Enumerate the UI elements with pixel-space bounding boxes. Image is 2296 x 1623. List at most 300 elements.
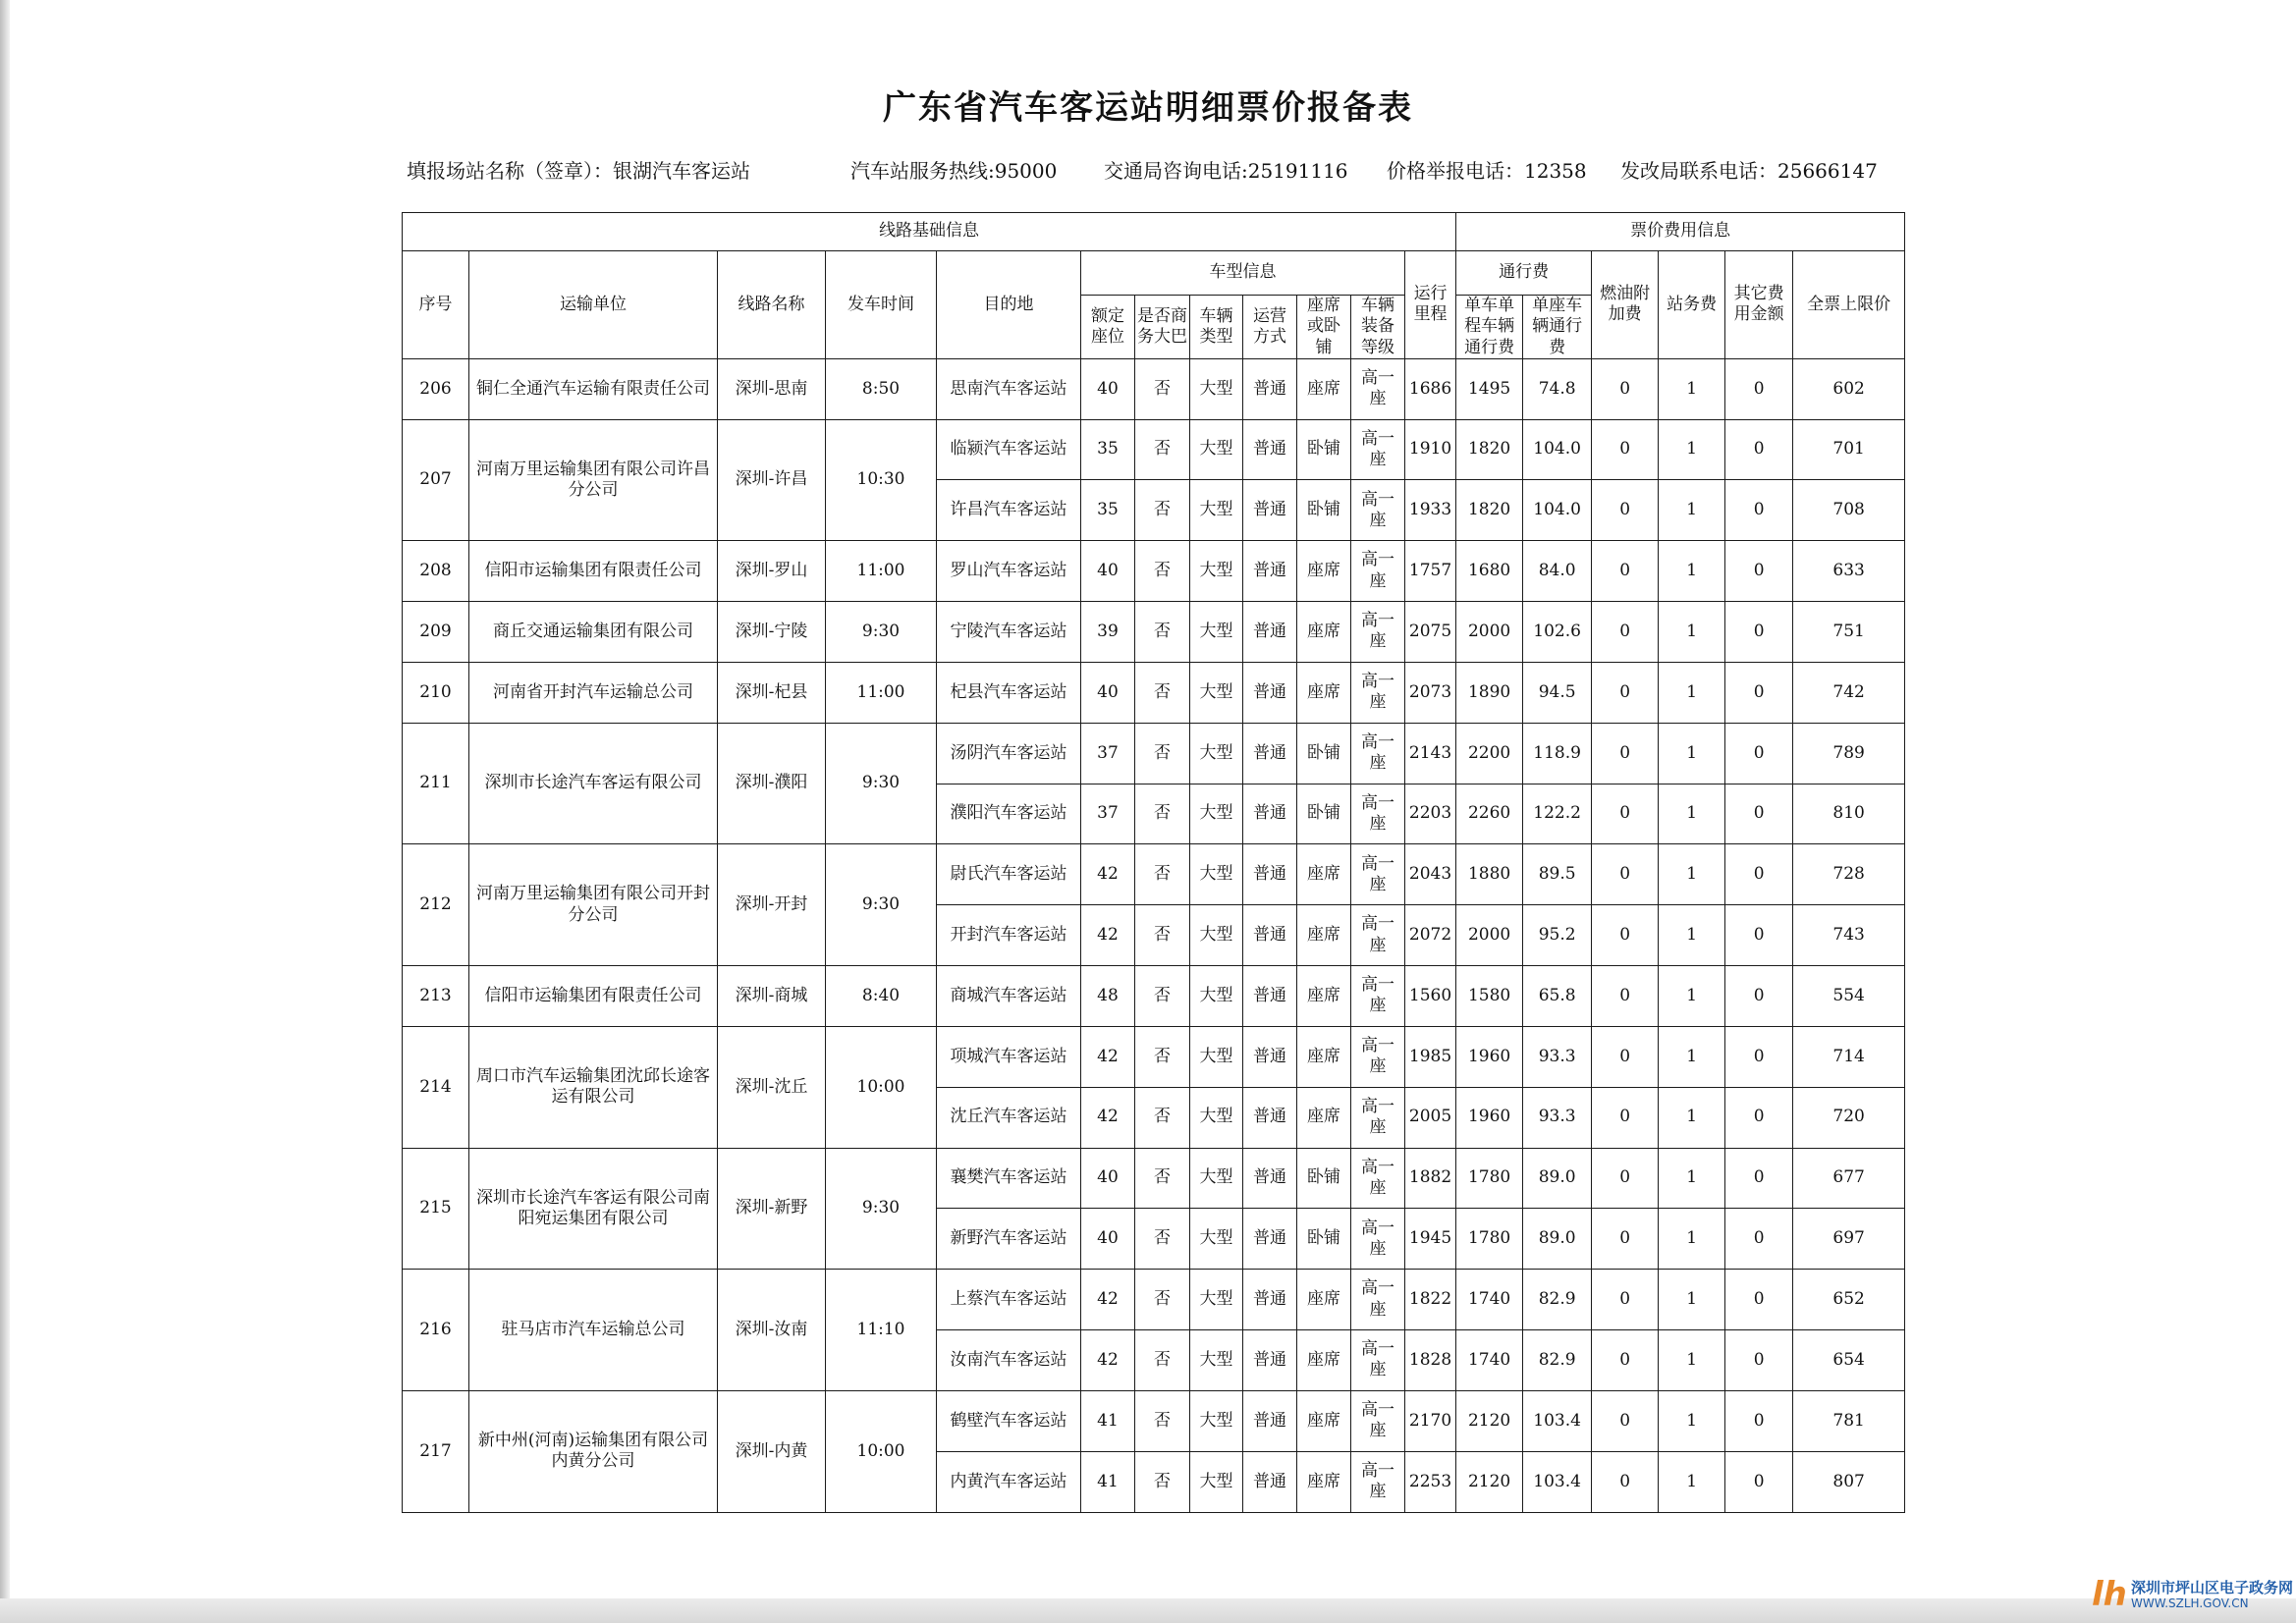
cell-toll-seat: 82.9 [1523, 1270, 1592, 1330]
cell-toll-vehicle: 1890 [1456, 662, 1523, 723]
cell-seats: 48 [1081, 966, 1135, 1027]
cell-toll-seat: 104.0 [1523, 419, 1592, 480]
cell-destination: 襄樊汽车客运站 [937, 1148, 1081, 1209]
cell-operation-mode: 普通 [1243, 602, 1297, 663]
table-row [403, 1148, 1905, 1209]
cell-toll-seat: 95.2 [1523, 905, 1592, 966]
cell-station-fee: 1 [1659, 1209, 1725, 1270]
cell-operation-mode: 普通 [1243, 541, 1297, 602]
cell-toll-seat: 94.5 [1523, 662, 1592, 723]
cell-toll-seat: 74.8 [1523, 358, 1592, 419]
cell-equipment-grade: 高一座 [1351, 602, 1405, 663]
cell-full-price: 807 [1793, 1451, 1905, 1512]
table-row [403, 1390, 1905, 1451]
cell-business-bus: 否 [1135, 1270, 1190, 1330]
cell-operation-mode: 普通 [1243, 1270, 1297, 1330]
cell-station-fee: 1 [1659, 723, 1725, 784]
cell-toll-vehicle: 2260 [1456, 784, 1523, 844]
cell-seat-or-bed: 卧铺 [1297, 1209, 1351, 1270]
cell-operation-mode: 普通 [1243, 905, 1297, 966]
cell-destination: 项城汽车客运站 [937, 1026, 1081, 1087]
cell-company: 信阳市运输集团有限责任公司 [469, 966, 718, 1027]
cell-full-price: 781 [1793, 1390, 1905, 1451]
col-route: 线路名称 [718, 251, 826, 359]
cell-company: 深圳市长途汽车客运有限公司 [469, 723, 718, 844]
cell-operation-mode: 普通 [1243, 1209, 1297, 1270]
cell-route: 深圳-汝南 [718, 1270, 826, 1391]
cell-seat-or-bed: 座席 [1297, 602, 1351, 663]
cell-company: 河南万里运输集团有限公司开封分公司 [469, 844, 718, 966]
cell-depart-time: 10:00 [826, 1390, 937, 1512]
cell-company: 铜仁全通汽车运输有限责任公司 [469, 358, 718, 419]
cell-fuel: 0 [1592, 419, 1659, 480]
cell-toll-vehicle: 2200 [1456, 723, 1523, 784]
cell-destination: 沈丘汽车客运站 [937, 1087, 1081, 1148]
cell-route: 深圳-宁陵 [718, 602, 826, 663]
cell-operation-mode: 普通 [1243, 358, 1297, 419]
cell-fuel: 0 [1592, 662, 1659, 723]
cell-other-fee: 0 [1725, 966, 1793, 1027]
cell-full-price: 714 [1793, 1026, 1905, 1087]
cell-vehicle-type: 大型 [1190, 1209, 1243, 1270]
cell-fuel: 0 [1592, 541, 1659, 602]
cell-destination: 尉氏汽车客运站 [937, 844, 1081, 905]
cell-full-price: 742 [1793, 662, 1905, 723]
col-vehicle-info: 车型信息 [1081, 251, 1405, 296]
cell-vehicle-type: 大型 [1190, 419, 1243, 480]
cell-destination: 内黄汽车客运站 [937, 1451, 1081, 1512]
cell-other-fee: 0 [1725, 1026, 1793, 1087]
cell-full-price: 720 [1793, 1087, 1905, 1148]
cell-fuel: 0 [1592, 1026, 1659, 1087]
cell-seq: 217 [403, 1390, 469, 1512]
cell-toll-vehicle: 1880 [1456, 844, 1523, 905]
table-row [403, 541, 1905, 602]
cell-operation-mode: 普通 [1243, 784, 1297, 844]
cell-depart-time: 9:30 [826, 1148, 937, 1270]
cell-toll-seat: 118.9 [1523, 723, 1592, 784]
col-company: 运输单位 [469, 251, 718, 359]
cell-route: 深圳-许昌 [718, 419, 826, 541]
cell-distance: 2072 [1405, 905, 1456, 966]
cell-operation-mode: 普通 [1243, 1451, 1297, 1512]
cell-seats: 42 [1081, 844, 1135, 905]
cell-other-fee: 0 [1725, 541, 1793, 602]
cell-equipment-grade: 高一座 [1351, 1026, 1405, 1087]
col-equipment-grade: 车辆装备等级 [1351, 296, 1405, 359]
cell-destination: 商城汽车客运站 [937, 966, 1081, 1027]
cell-depart-time: 11:00 [826, 662, 937, 723]
cell-seat-or-bed: 座席 [1297, 358, 1351, 419]
watermark-url: WWW.SZLH.GOV.CN [2131, 1596, 2249, 1610]
cell-equipment-grade: 高一座 [1351, 905, 1405, 966]
cell-fuel: 0 [1592, 784, 1659, 844]
cell-station-fee: 1 [1659, 358, 1725, 419]
cell-seats: 37 [1081, 784, 1135, 844]
cell-toll-seat: 84.0 [1523, 541, 1592, 602]
cell-business-bus: 否 [1135, 480, 1190, 541]
cell-company: 周口市汽车运输集团沈邱长途客运有限公司 [469, 1026, 718, 1148]
cell-business-bus: 否 [1135, 1390, 1190, 1451]
cell-station-fee: 1 [1659, 1026, 1725, 1087]
cell-operation-mode: 普通 [1243, 662, 1297, 723]
cell-distance: 2005 [1405, 1087, 1456, 1148]
cell-seat-or-bed: 座席 [1297, 1390, 1351, 1451]
cell-toll-vehicle: 1820 [1456, 480, 1523, 541]
cell-seats: 40 [1081, 1209, 1135, 1270]
cell-operation-mode: 普通 [1243, 1390, 1297, 1451]
cell-station-fee: 1 [1659, 1270, 1725, 1330]
cell-seq: 207 [403, 419, 469, 541]
cell-depart-time: 11:00 [826, 541, 937, 602]
cell-other-fee: 0 [1725, 480, 1793, 541]
cell-company: 新中州(河南)运输集团有限公司内黄分公司 [469, 1390, 718, 1512]
cell-toll-seat: 65.8 [1523, 966, 1592, 1027]
cell-destination: 濮阳汽车客运站 [937, 784, 1081, 844]
cell-fuel: 0 [1592, 905, 1659, 966]
cell-other-fee: 0 [1725, 1451, 1793, 1512]
table-row [403, 723, 1905, 784]
cell-operation-mode: 普通 [1243, 480, 1297, 541]
cell-fuel: 0 [1592, 844, 1659, 905]
cell-depart-time: 9:30 [826, 723, 937, 844]
cell-full-price: 789 [1793, 723, 1905, 784]
cell-full-price: 728 [1793, 844, 1905, 905]
cell-other-fee: 0 [1725, 358, 1793, 419]
cell-operation-mode: 普通 [1243, 1026, 1297, 1087]
cell-other-fee: 0 [1725, 1270, 1793, 1330]
cell-seq: 213 [403, 966, 469, 1027]
cell-station-fee: 1 [1659, 480, 1725, 541]
cell-depart-time: 8:50 [826, 358, 937, 419]
cell-distance: 1933 [1405, 480, 1456, 541]
cell-vehicle-type: 大型 [1190, 1390, 1243, 1451]
cell-company: 深圳市长途汽车客运有限公司南阳宛运集团有限公司 [469, 1148, 718, 1270]
cell-business-bus: 否 [1135, 358, 1190, 419]
cell-vehicle-type: 大型 [1190, 905, 1243, 966]
cell-full-price: 708 [1793, 480, 1905, 541]
cell-fuel: 0 [1592, 723, 1659, 784]
cell-other-fee: 0 [1725, 784, 1793, 844]
cell-distance: 2170 [1405, 1390, 1456, 1451]
service-hotline: 汽车站服务热线:95000 [850, 159, 1058, 183]
cell-station-fee: 1 [1659, 1451, 1725, 1512]
col-seq: 序号 [403, 251, 469, 359]
cell-full-price: 701 [1793, 419, 1905, 480]
cell-seats: 37 [1081, 723, 1135, 784]
cell-vehicle-type: 大型 [1190, 1270, 1243, 1330]
cell-equipment-grade: 高一座 [1351, 662, 1405, 723]
cell-equipment-grade: 高一座 [1351, 358, 1405, 419]
cell-seats: 35 [1081, 480, 1135, 541]
cell-fuel: 0 [1592, 1087, 1659, 1148]
cell-toll-vehicle: 1740 [1456, 1330, 1523, 1391]
cell-station-fee: 1 [1659, 966, 1725, 1027]
cell-equipment-grade: 高一座 [1351, 1330, 1405, 1391]
cell-fuel: 0 [1592, 358, 1659, 419]
col-seats: 额定座位 [1081, 296, 1135, 359]
cell-vehicle-type: 大型 [1190, 662, 1243, 723]
cell-distance: 1686 [1405, 358, 1456, 419]
cell-toll-vehicle: 2000 [1456, 602, 1523, 663]
cell-station-fee: 1 [1659, 844, 1725, 905]
col-depart-time: 发车时间 [826, 251, 937, 359]
cell-equipment-grade: 高一座 [1351, 419, 1405, 480]
cell-equipment-grade: 高一座 [1351, 541, 1405, 602]
cell-toll-seat: 103.4 [1523, 1390, 1592, 1451]
cell-destination: 罗山汽车客运站 [937, 541, 1081, 602]
cell-seat-or-bed: 卧铺 [1297, 1148, 1351, 1209]
table-row [403, 419, 1905, 480]
cell-toll-vehicle: 1960 [1456, 1026, 1523, 1087]
cell-other-fee: 0 [1725, 602, 1793, 663]
station-name: 填报场站名称（签章）：银湖汽车客运站 [407, 159, 750, 183]
cell-equipment-grade: 高一座 [1351, 784, 1405, 844]
price-report-phone: 价格举报电话：12358 [1387, 159, 1587, 183]
cell-seq: 210 [403, 662, 469, 723]
cell-other-fee: 0 [1725, 1330, 1793, 1391]
cell-destination: 临颍汽车客运站 [937, 419, 1081, 480]
cell-seq: 215 [403, 1148, 469, 1270]
cell-vehicle-type: 大型 [1190, 1087, 1243, 1148]
cell-other-fee: 0 [1725, 1087, 1793, 1148]
cell-toll-vehicle: 1820 [1456, 419, 1523, 480]
cell-seats: 40 [1081, 541, 1135, 602]
cell-depart-time: 10:30 [826, 419, 937, 541]
cell-route: 深圳-新野 [718, 1148, 826, 1270]
cell-depart-time: 10:00 [826, 1026, 937, 1148]
cell-vehicle-type: 大型 [1190, 723, 1243, 784]
col-fuel: 燃油附加费 [1592, 251, 1659, 359]
cell-destination: 许昌汽车客运站 [937, 480, 1081, 541]
cell-operation-mode: 普通 [1243, 1087, 1297, 1148]
cell-equipment-grade: 高一座 [1351, 1270, 1405, 1330]
cell-business-bus: 否 [1135, 723, 1190, 784]
cell-depart-time: 9:30 [826, 602, 937, 663]
cell-distance: 1985 [1405, 1026, 1456, 1087]
cell-business-bus: 否 [1135, 602, 1190, 663]
cell-vehicle-type: 大型 [1190, 358, 1243, 419]
col-operation-mode: 运营方式 [1243, 296, 1297, 359]
cell-full-price: 554 [1793, 966, 1905, 1027]
cell-company: 驻马店市汽车运输总公司 [469, 1270, 718, 1391]
cell-business-bus: 否 [1135, 541, 1190, 602]
cell-seat-or-bed: 座席 [1297, 662, 1351, 723]
cell-vehicle-type: 大型 [1190, 1148, 1243, 1209]
cell-distance: 2043 [1405, 844, 1456, 905]
cell-distance: 1882 [1405, 1148, 1456, 1209]
cell-vehicle-type: 大型 [1190, 1026, 1243, 1087]
cell-business-bus: 否 [1135, 966, 1190, 1027]
cell-route: 深圳-商城 [718, 966, 826, 1027]
cell-seats: 42 [1081, 1330, 1135, 1391]
cell-station-fee: 1 [1659, 419, 1725, 480]
cell-business-bus: 否 [1135, 905, 1190, 966]
cell-toll-seat: 122.2 [1523, 784, 1592, 844]
cell-toll-vehicle: 2000 [1456, 905, 1523, 966]
cell-business-bus: 否 [1135, 1026, 1190, 1087]
cell-route: 深圳-沈丘 [718, 1026, 826, 1148]
cell-vehicle-type: 大型 [1190, 784, 1243, 844]
cell-other-fee: 0 [1725, 662, 1793, 723]
cell-station-fee: 1 [1659, 905, 1725, 966]
cell-toll-seat: 102.6 [1523, 602, 1592, 663]
cell-full-price: 743 [1793, 905, 1905, 966]
cell-seq: 206 [403, 358, 469, 419]
cell-destination: 思南汽车客运站 [937, 358, 1081, 419]
cell-destination: 上蔡汽车客运站 [937, 1270, 1081, 1330]
cell-seats: 42 [1081, 905, 1135, 966]
cell-destination: 鹤壁汽车客运站 [937, 1390, 1081, 1451]
cell-equipment-grade: 高一座 [1351, 1209, 1405, 1270]
cell-seq: 216 [403, 1270, 469, 1391]
cell-distance: 2073 [1405, 662, 1456, 723]
table-row [403, 662, 1905, 723]
cell-station-fee: 1 [1659, 1390, 1725, 1451]
cell-distance: 1910 [1405, 419, 1456, 480]
cell-company: 信阳市运输集团有限责任公司 [469, 541, 718, 602]
cell-seat-or-bed: 座席 [1297, 1330, 1351, 1391]
drc-phone: 发改局联系电话：25666147 [1620, 159, 1878, 183]
cell-other-fee: 0 [1725, 723, 1793, 784]
cell-company: 商丘交通运输集团有限公司 [469, 602, 718, 663]
cell-seat-or-bed: 座席 [1297, 1451, 1351, 1512]
cell-toll-seat: 103.4 [1523, 1451, 1592, 1512]
cell-other-fee: 0 [1725, 419, 1793, 480]
cell-toll-vehicle: 1960 [1456, 1087, 1523, 1148]
cell-vehicle-type: 大型 [1190, 844, 1243, 905]
cell-vehicle-type: 大型 [1190, 1330, 1243, 1391]
cell-seats: 41 [1081, 1451, 1135, 1512]
cell-destination: 开封汽车客运站 [937, 905, 1081, 966]
cell-equipment-grade: 高一座 [1351, 1451, 1405, 1512]
cell-station-fee: 1 [1659, 662, 1725, 723]
cell-distance: 1757 [1405, 541, 1456, 602]
cell-full-price: 654 [1793, 1330, 1905, 1391]
cell-destination: 杞县汽车客运站 [937, 662, 1081, 723]
cell-fuel: 0 [1592, 602, 1659, 663]
cell-fuel: 0 [1592, 480, 1659, 541]
cell-other-fee: 0 [1725, 1209, 1793, 1270]
cell-operation-mode: 普通 [1243, 419, 1297, 480]
cell-toll-seat: 82.9 [1523, 1330, 1592, 1391]
col-toll-seat: 单座车辆通行费 [1523, 296, 1592, 359]
fare-table [402, 212, 1905, 1513]
cell-distance: 2075 [1405, 602, 1456, 663]
cell-seq: 211 [403, 723, 469, 844]
cell-seat-or-bed: 卧铺 [1297, 723, 1351, 784]
cell-toll-vehicle: 1780 [1456, 1209, 1523, 1270]
cell-toll-vehicle: 2120 [1456, 1451, 1523, 1512]
col-station-fee: 站务费 [1659, 251, 1725, 359]
cell-seat-or-bed: 座席 [1297, 1087, 1351, 1148]
cell-equipment-grade: 高一座 [1351, 480, 1405, 541]
cell-vehicle-type: 大型 [1190, 541, 1243, 602]
cell-toll-vehicle: 2120 [1456, 1390, 1523, 1451]
cell-toll-seat: 93.3 [1523, 1087, 1592, 1148]
lh-logo-icon: lh [2092, 1575, 2127, 1614]
cell-destination: 汤阴汽车客运站 [937, 723, 1081, 784]
cell-toll-vehicle: 1680 [1456, 541, 1523, 602]
cell-seq: 209 [403, 602, 469, 663]
cell-business-bus: 否 [1135, 1087, 1190, 1148]
cell-operation-mode: 普通 [1243, 1148, 1297, 1209]
cell-operation-mode: 普通 [1243, 966, 1297, 1027]
cell-vehicle-type: 大型 [1190, 602, 1243, 663]
scan-left-edge [0, 0, 10, 1623]
cell-toll-seat: 93.3 [1523, 1026, 1592, 1087]
table-row [403, 358, 1905, 419]
cell-equipment-grade: 高一座 [1351, 723, 1405, 784]
cell-seat-or-bed: 座席 [1297, 1026, 1351, 1087]
section-route-info: 线路基础信息 [403, 213, 1456, 251]
cell-seats: 40 [1081, 662, 1135, 723]
cell-seat-or-bed: 卧铺 [1297, 419, 1351, 480]
cell-business-bus: 否 [1135, 419, 1190, 480]
cell-seq: 208 [403, 541, 469, 602]
cell-seat-or-bed: 座席 [1297, 844, 1351, 905]
cell-route: 深圳-开封 [718, 844, 826, 966]
cell-full-price: 751 [1793, 602, 1905, 663]
cell-operation-mode: 普通 [1243, 723, 1297, 784]
cell-seats: 42 [1081, 1270, 1135, 1330]
cell-business-bus: 否 [1135, 1148, 1190, 1209]
cell-seat-or-bed: 座席 [1297, 905, 1351, 966]
cell-fuel: 0 [1592, 1148, 1659, 1209]
cell-business-bus: 否 [1135, 1209, 1190, 1270]
cell-fuel: 0 [1592, 1330, 1659, 1391]
cell-fuel: 0 [1592, 1209, 1659, 1270]
cell-distance: 2203 [1405, 784, 1456, 844]
cell-station-fee: 1 [1659, 602, 1725, 663]
cell-seats: 42 [1081, 1087, 1135, 1148]
cell-fuel: 0 [1592, 966, 1659, 1027]
cell-station-fee: 1 [1659, 1087, 1725, 1148]
cell-full-price: 697 [1793, 1209, 1905, 1270]
cell-toll-vehicle: 1740 [1456, 1270, 1523, 1330]
cell-seats: 35 [1081, 419, 1135, 480]
cell-business-bus: 否 [1135, 1330, 1190, 1391]
cell-station-fee: 1 [1659, 784, 1725, 844]
col-business-bus: 是否商务大巴 [1135, 296, 1190, 359]
table-row [403, 1026, 1905, 1087]
fare-table-body [403, 358, 1905, 1512]
cell-seats: 40 [1081, 1148, 1135, 1209]
cell-distance: 1560 [1405, 966, 1456, 1027]
cell-toll-seat: 89.0 [1523, 1148, 1592, 1209]
cell-depart-time: 9:30 [826, 844, 937, 966]
cell-other-fee: 0 [1725, 1390, 1793, 1451]
cell-full-price: 602 [1793, 358, 1905, 419]
cell-company: 河南万里运输集团有限公司许昌分公司 [469, 419, 718, 541]
table-row [403, 844, 1905, 905]
cell-fuel: 0 [1592, 1451, 1659, 1512]
cell-depart-time: 8:40 [826, 966, 937, 1027]
cell-business-bus: 否 [1135, 784, 1190, 844]
cell-full-price: 633 [1793, 541, 1905, 602]
cell-fuel: 0 [1592, 1270, 1659, 1330]
table-row [403, 1270, 1905, 1330]
cell-other-fee: 0 [1725, 905, 1793, 966]
cell-toll-seat: 104.0 [1523, 480, 1592, 541]
document-title: 广东省汽车客运站明细票价报备表 [883, 88, 1413, 128]
cell-equipment-grade: 高一座 [1351, 1148, 1405, 1209]
col-other-fee: 其它费用金额 [1725, 251, 1793, 359]
col-distance: 运行里程 [1405, 251, 1456, 359]
cell-equipment-grade: 高一座 [1351, 1390, 1405, 1451]
col-full-price: 全票上限价 [1793, 251, 1905, 359]
cell-station-fee: 1 [1659, 1148, 1725, 1209]
